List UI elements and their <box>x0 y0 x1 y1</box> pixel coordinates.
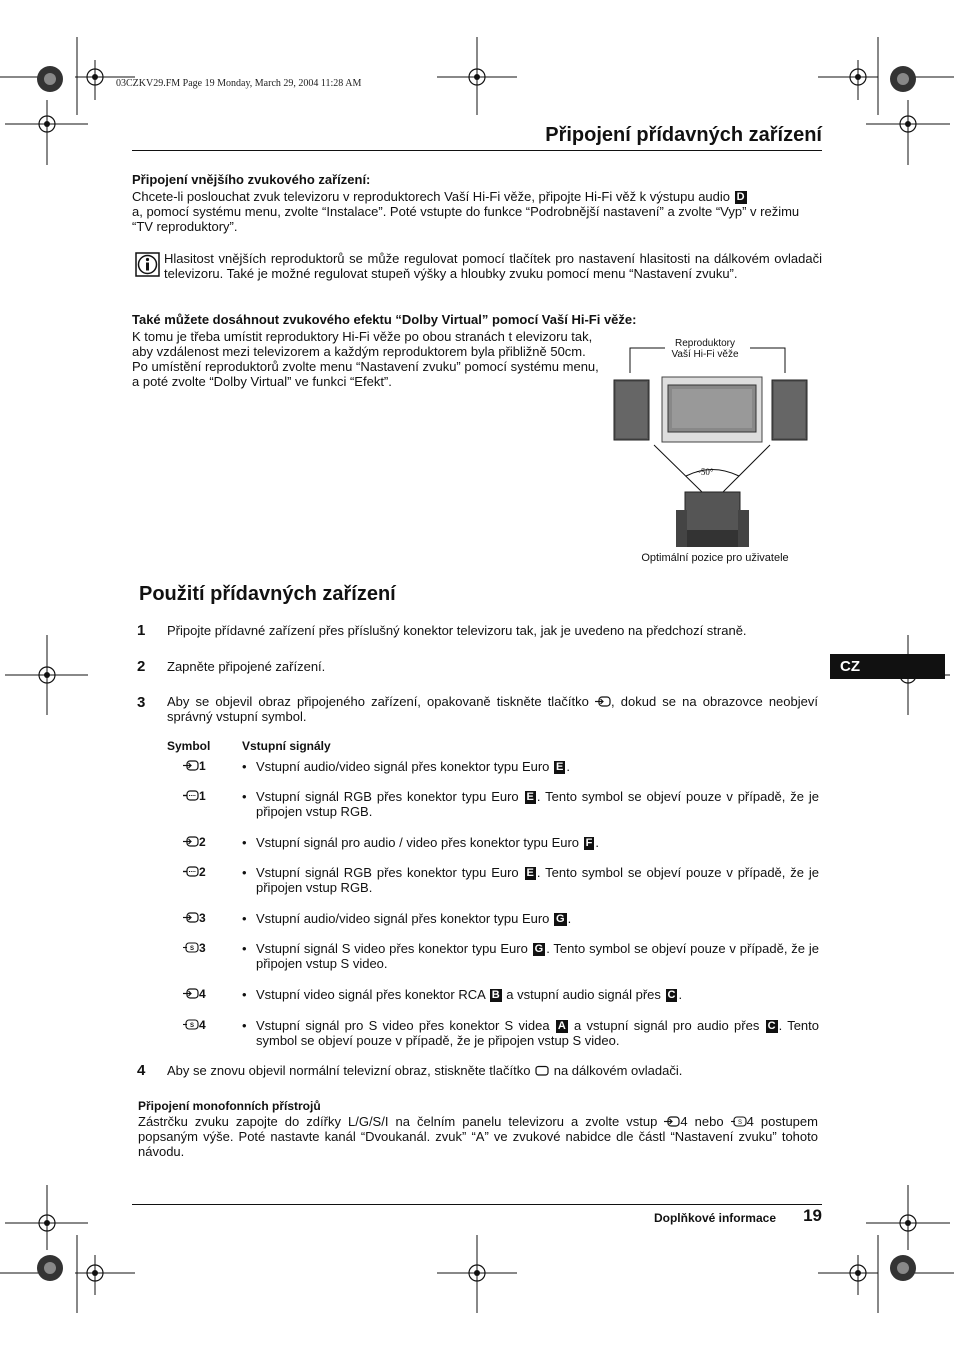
signal-text: . <box>567 911 572 926</box>
signal-text: Vstupní audio/video signál přes konektor typu Euro <box>256 911 554 926</box>
connector-label: D <box>736 191 745 203</box>
input-number: 3 <box>199 941 206 955</box>
step-text: Připojte přídavné zařízení přes příslušný konektor televizoru tak, jak je uvedeno na předchozí straně. <box>167 623 747 638</box>
bullet: • <box>242 941 247 956</box>
signal-text: Vstupní video signál přes konektor RCA <box>256 987 489 1002</box>
bullet: • <box>242 835 247 850</box>
bullet: • <box>242 1018 247 1033</box>
input-number: 3 <box>199 911 206 925</box>
signal-text: Vstupní audio/video signál přes konektor typu Euro <box>256 759 554 774</box>
speaker-label-line: Vaší Hi-Fi věže <box>671 349 739 360</box>
connector-label: B <box>491 989 500 1001</box>
page-number: 19 <box>803 1206 822 1225</box>
table-header-symbol: Symbol <box>167 739 211 753</box>
step-text <box>167 694 818 724</box>
connector-label: A <box>557 1020 566 1032</box>
bullet: • <box>242 789 247 804</box>
step-number: 3 <box>137 694 146 711</box>
signal-description <box>256 987 819 1002</box>
signal-text: a vstupní signál pro audio přes <box>568 1018 765 1033</box>
input-select-icon <box>595 696 611 707</box>
signal-text: . <box>595 835 599 850</box>
signal-description <box>256 911 819 926</box>
step-text-part: Aby se objevil obraz připojeného zařízení, opakovaně tiskněte tlačítko <box>167 694 589 709</box>
input-number: 1 <box>199 759 206 773</box>
signal-text: Vstupní signál pro S video přes konektor S videa <box>256 1018 555 1033</box>
rgb-input-icon <box>183 790 199 801</box>
signal-description <box>256 759 819 774</box>
language-tab: CZ <box>830 654 945 679</box>
av-input-icon <box>183 836 199 847</box>
signal-text: Vstupní signál pro audio / video přes konektor typu Euro <box>256 835 583 850</box>
bullet: • <box>242 987 247 1002</box>
input-number: 2 <box>199 865 206 879</box>
step-number: 2 <box>137 658 146 675</box>
input-symbol <box>183 865 206 879</box>
input-symbol <box>183 941 206 955</box>
connector-label: G <box>534 943 544 955</box>
signal-description <box>256 865 819 895</box>
av-input-icon <box>183 912 199 923</box>
connector-label: F <box>585 837 593 849</box>
signal-text: . <box>678 987 683 1002</box>
footer-rule <box>132 1204 822 1205</box>
file-slug: 03CZKV29.FM Page 19 Monday, March 29, 2004 11:28 AM <box>116 78 362 89</box>
section-subtitle: Připojení vnějšího zvukového zařízení: <box>132 172 371 187</box>
signal-text: . Tento symbol se objeví pouze v případě, že je připojen vstup S video. <box>256 1018 820 1048</box>
signal-text: a vstupní audio signál přes <box>502 987 665 1002</box>
section-paragraph: K tomu je třeba umístit reproduktory Hi-Fi věže po obou stranách t elevizoru tak, aby vzdálenost mezi televizorem a každým reproduktorem byla přibližně 50cm. Po umístění reproduktorů zvolte menu “Nastavení zvuku” pomocí systému menu, a poté zvolte “Dolby Virtual” ve funkci “Efekt”. <box>132 329 599 389</box>
speaker-label-line: Reproduktory <box>674 338 736 349</box>
footer-label: Doplňkové informace <box>653 1211 776 1225</box>
step-text-part: , dokud se na obrazovce neobjeví správný vstupní symbol. <box>167 694 818 724</box>
connector-label: E <box>526 791 534 803</box>
input-number: 4 <box>199 987 206 1001</box>
av-input-icon <box>183 760 199 771</box>
input-number: 4 <box>199 1018 206 1032</box>
section-subtitle: Také můžete dosáhnout zvukového efektu “Dolby Virtual” pomocí Vaší Hi-Fi věže: <box>132 312 637 327</box>
paragraph-text: a, pomocí systému menu, zvolte “Instalace”. Poté vstupte do funkce “Podrobnější nastavení” a zvolte “Vyp” v režimu “TV reproduktory”. <box>132 204 800 234</box>
signal-description <box>256 941 819 971</box>
bullet: • <box>242 865 247 880</box>
svg-text:S: S <box>189 1023 195 1030</box>
speaker-position-diagram <box>610 335 820 575</box>
step-text-part: na dálkovém ovladači. <box>553 1063 683 1078</box>
bullet: • <box>242 911 247 926</box>
signal-text: . Tento symbol se objeví pouze v případě, že je připojen vstup RGB. <box>256 789 819 819</box>
position-label: Optimální pozice pro uživatele <box>641 552 789 564</box>
signal-description <box>256 1018 819 1048</box>
bullet: • <box>242 759 247 774</box>
diagram-graphic <box>610 335 820 575</box>
input-number: 1 <box>199 789 206 803</box>
step-text: Zapněte připojené zařízení. <box>167 659 326 674</box>
angle-label: ~50° <box>696 467 714 477</box>
signal-text: . <box>566 759 570 774</box>
signal-text: Vstupní signál RGB přes konektor typu Euro <box>256 789 524 804</box>
header-rule <box>132 150 822 151</box>
connector-label: C <box>767 1020 776 1032</box>
mono-input-number: 4 <box>680 1114 688 1129</box>
svg-text:S: S <box>737 1120 742 1127</box>
step-number: 4 <box>137 1062 146 1079</box>
mono-subtitle: Připojení monofonních přístrojů <box>138 1099 321 1113</box>
mono-text: Zástrčku zvuku zapojte do zdířky L/G/S/I na čelním panelu televizoru a zvolte vstup <box>138 1114 658 1129</box>
signal-text: . Tento symbol se objeví pouze v případě, že je připojen vstup RGB. <box>256 865 819 895</box>
info-icon <box>135 252 161 278</box>
input-symbol <box>183 835 206 849</box>
input-number: 2 <box>199 835 206 849</box>
rgb-input-icon <box>183 866 199 877</box>
av-input-icon <box>183 988 199 999</box>
input-symbol <box>183 911 206 925</box>
step-text-part: Aby se znovu objevil normální televizní obraz, stiskněte tlačítko <box>167 1063 531 1078</box>
connector-label: E <box>526 867 534 879</box>
svideo-input-icon <box>731 1116 747 1127</box>
connector-label: G <box>556 913 565 925</box>
step-text <box>167 1063 818 1078</box>
tv-button-icon <box>534 1065 550 1076</box>
step-number: 1 <box>137 622 146 639</box>
speaker-label <box>650 338 760 360</box>
mono-text: nebo <box>694 1114 724 1129</box>
signal-description <box>256 789 819 819</box>
paragraph-text: Chcete-li poslouchat zvuk televizoru v reproduktorech Vaší Hi-Fi věže, připojte Hi-Fi věž k výstupu audio <box>132 189 734 204</box>
section-title: Použití přídavných zařízení <box>139 583 396 605</box>
section-paragraph <box>132 189 822 234</box>
svideo-input-icon <box>183 942 199 953</box>
table-header-signals: Vstupní signály <box>242 739 331 753</box>
svg-text:S: S <box>189 946 195 953</box>
signal-text: Vstupní signál S video přes konektor typu Euro <box>256 941 532 956</box>
mono-paragraph <box>138 1114 818 1159</box>
signal-text: Vstupní signál RGB přes konektor typu Euro <box>256 865 524 880</box>
svideo-input-icon <box>183 1019 199 1030</box>
info-note: Hlasitost vnějších reproduktorů se může regulovat pomocí tlačítek pro nastavení hlasitosti na dálkovém ovladači televizoru. Také je možné regulovat stupeň výšky a hloubky zvuku pomocí menu “Nastavení zvuku”. <box>164 251 822 281</box>
input-symbol <box>183 987 206 1001</box>
mono-input-number: 4 <box>746 1114 754 1129</box>
mono-text: postupem popsaným výše. Poté nastavte kanál “Dvoukanál. zvuk” “A” ve zvukové nabidce dle částl “Nastavení zvuku” tohoto návodu. <box>138 1114 818 1159</box>
input-symbol <box>183 1018 206 1032</box>
av-input-icon <box>664 1116 680 1127</box>
signal-description <box>256 835 819 850</box>
input-symbol <box>183 759 206 773</box>
signal-text: . Tento symbol se objeví pouze v případě, že je připojen vstup S video. <box>256 941 819 971</box>
connector-label: E <box>556 761 564 773</box>
connector-label: C <box>667 989 676 1001</box>
page-title: Připojení přídavných zařízení <box>545 124 822 146</box>
input-symbol <box>183 789 206 803</box>
